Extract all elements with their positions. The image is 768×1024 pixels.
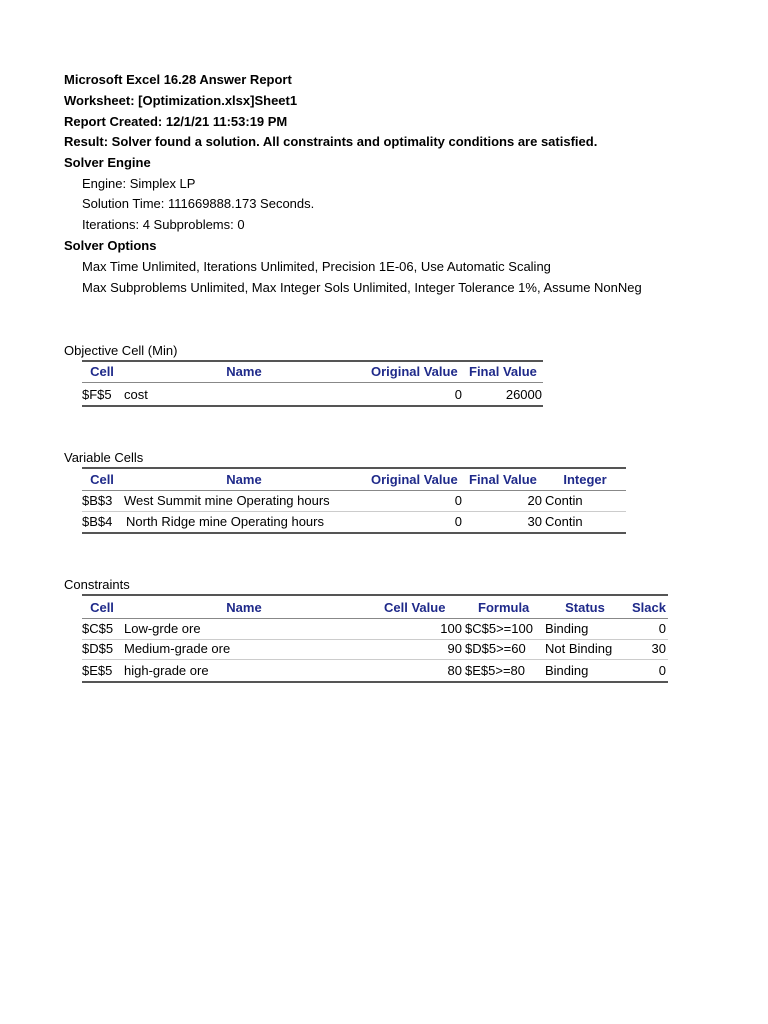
variables-header-integer: Integer <box>563 472 607 487</box>
row-slack: 30 <box>651 641 666 656</box>
row-formula: $E$5>=80 <box>465 663 526 678</box>
constraints-header-name: Name <box>226 600 262 615</box>
row-name: Low-grde ore <box>124 621 201 636</box>
solver-engine-heading: Solver Engine <box>64 155 151 170</box>
row-slack: 0 <box>658 663 666 678</box>
constraints-section-label: Constraints <box>64 577 130 592</box>
constraints-header-cell: Cell <box>90 600 114 615</box>
objective-header-top-rule <box>82 360 543 362</box>
row-cell-value: 90 <box>447 641 462 656</box>
row-divider <box>82 639 668 640</box>
objective-header-original: Original Value <box>371 364 458 379</box>
row-slack: 0 <box>658 621 666 636</box>
row-integer: Contin <box>545 493 583 508</box>
objective-bottom-rule <box>82 405 543 407</box>
worksheet-label: Worksheet: [Optimization.xlsx]Sheet1 <box>64 93 298 108</box>
row-final-value: 20 <box>527 493 542 508</box>
objective-header-final: Final Value <box>469 364 537 379</box>
row-name: West Summit mine Operating hours <box>124 493 330 508</box>
row-status: Not Binding <box>545 641 613 656</box>
row-cell-ref: $F$5 <box>82 387 112 402</box>
iterations-text: Iterations: 4 Subproblems: 0 <box>82 217 245 232</box>
objective-header-name: Name <box>226 364 262 379</box>
row-name: cost <box>124 387 148 402</box>
result-text: Result: Solver found a solution. All constraints and optimality conditions are satisfied. <box>64 134 598 149</box>
variables-header-cell: Cell <box>90 472 114 487</box>
variables-header-bottom-rule <box>82 490 626 491</box>
row-formula: $D$5>=60 <box>465 641 526 656</box>
constraints-header-top-rule <box>82 594 668 596</box>
objective-header-cell: Cell <box>90 364 114 379</box>
constraints-header-slack: Slack <box>632 600 666 615</box>
row-cell-ref: $D$5 <box>82 641 114 656</box>
variables-header-original: Original Value <box>371 472 458 487</box>
row-name: high-grade ore <box>124 663 209 678</box>
row-original-value: 0 <box>454 493 462 508</box>
options-line-1: Max Time Unlimited, Iterations Unlimited, Precision 1E-06, Use Automatic Scaling <box>82 259 551 274</box>
solver-options-heading: Solver Options <box>64 238 157 253</box>
solution-time-text: Solution Time: 111669888.173 Seconds. <box>82 196 315 211</box>
row-cell-value: 100 <box>440 621 462 636</box>
row-integer: Contin <box>545 514 583 529</box>
row-status: Binding <box>545 663 589 678</box>
variables-header-final: Final Value <box>469 472 537 487</box>
constraints-bottom-rule <box>82 681 668 683</box>
constraints-header-value: Cell Value <box>384 600 446 615</box>
objective-section-label: Objective Cell (Min) <box>64 343 178 358</box>
variables-header-name: Name <box>226 472 262 487</box>
row-divider <box>82 659 668 660</box>
report-created: Report Created: 12/1/21 11:53:19 PM <box>64 114 288 129</box>
variables-section-label: Variable Cells <box>64 450 144 465</box>
row-status: Binding <box>545 621 589 636</box>
objective-header-bottom-rule <box>82 382 543 383</box>
row-final-value: 30 <box>527 514 542 529</box>
constraints-header-formula: Formula <box>478 600 530 615</box>
options-line-2: Max Subproblems Unlimited, Max Integer Sols Unlimited, Integer Tolerance 1%, Assume NonNeg <box>82 280 642 295</box>
report-title: Microsoft Excel 16.28 Answer Report <box>64 72 292 87</box>
row-name: North Ridge mine Operating hours <box>126 514 324 529</box>
variables-bottom-rule <box>82 532 626 534</box>
constraints-header-status: Status <box>565 600 605 615</box>
row-cell-value: 80 <box>447 663 462 678</box>
row-cell-ref: $C$5 <box>82 621 114 636</box>
engine-text: Engine: Simplex LP <box>82 176 196 191</box>
row-formula: $C$5>=100 <box>465 621 533 636</box>
row-original-value: 0 <box>454 514 462 529</box>
variables-header-top-rule <box>82 467 626 469</box>
constraints-header-bottom-rule <box>82 618 668 619</box>
row-original-value: 0 <box>454 387 462 402</box>
row-cell-ref: $B$4 <box>82 514 113 529</box>
row-final-value: 26000 <box>505 387 542 402</box>
row-cell-ref: $B$3 <box>82 493 113 508</box>
row-name: Medium-grade ore <box>124 641 231 656</box>
row-divider <box>82 511 626 512</box>
row-cell-ref: $E$5 <box>82 663 113 678</box>
